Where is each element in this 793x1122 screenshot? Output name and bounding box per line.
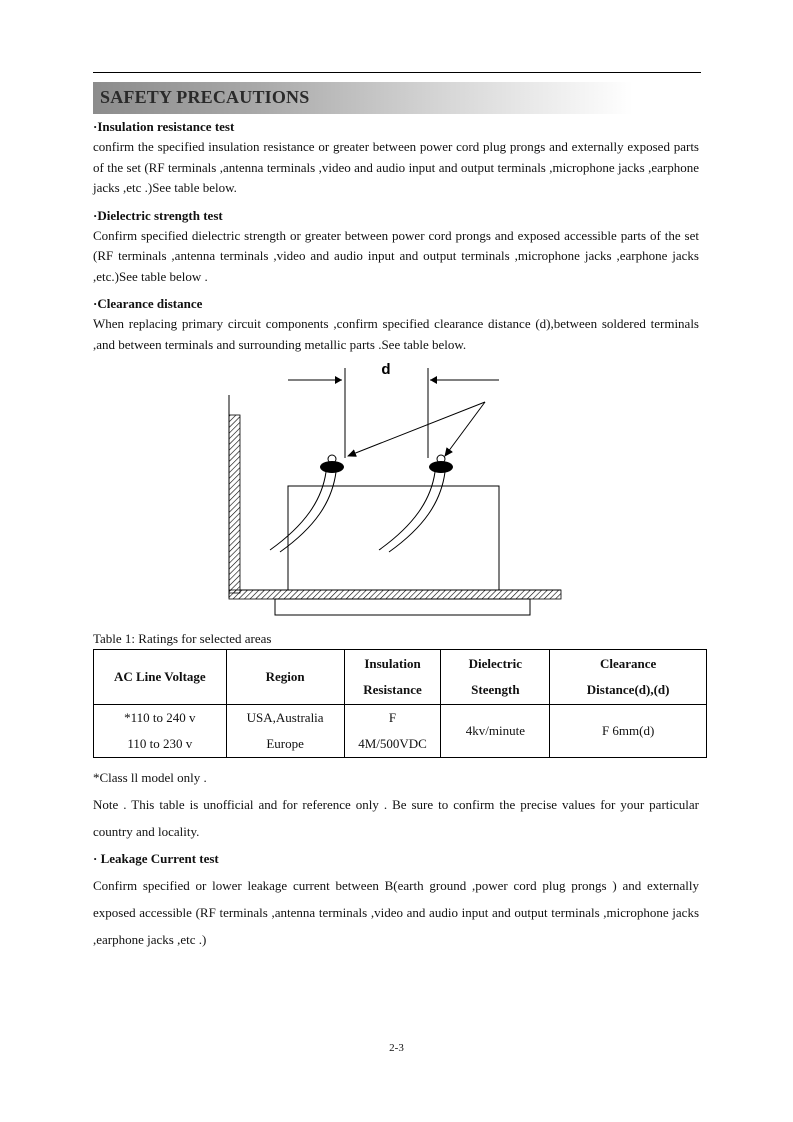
- terminal-right-solder: [429, 461, 453, 473]
- safety-text-lower: [93, 764, 699, 953]
- clearance-heading: ·Clearance distance: [93, 296, 203, 311]
- header-clearance-line2: Distance(d),(d): [586, 682, 670, 697]
- wall-hatch: [229, 415, 240, 593]
- insulation-heading: ·Insulation resistance test: [93, 119, 235, 134]
- voltage-row-1: *110 to 240 v: [124, 710, 196, 725]
- terminal-left-solder: [320, 461, 344, 473]
- header-region: Region: [226, 650, 344, 705]
- cell-dielectric: 4kv/minute: [441, 705, 550, 758]
- cell-region: [226, 705, 344, 758]
- header-voltage: AC Line Voltage: [94, 650, 227, 705]
- dielectric-heading: ·Dielectric strength test: [93, 207, 223, 223]
- cell-clearance: F 6mm(d): [550, 705, 707, 758]
- insulation-row-1: F: [388, 710, 397, 725]
- region-row-2: Europe: [266, 736, 304, 751]
- reference-note: Note . This table is unofficial and for reference only . Be sure to confirm the precise values for your particular country and locality.: [93, 797, 699, 839]
- insulation-row-2: 4M/500VDC: [358, 736, 427, 751]
- cell-insulation: [344, 705, 441, 758]
- cell-voltage: [94, 705, 227, 758]
- region-row-1: USA,Australia: [246, 710, 324, 725]
- clearance-paragraph: When replacing primary circuit components ,confirm specified clearance distance (d),between soldered terminals ,and between terminals and surrounding metallic parts .See table below.: [93, 316, 699, 352]
- leakage-heading: · Leakage Current test: [93, 851, 219, 866]
- safety-text-upper: [93, 118, 699, 361]
- section-banner: [93, 82, 633, 114]
- page-title: SAFETY PRECAUTIONS: [100, 87, 310, 107]
- header-clearance-line1: Clearance: [599, 656, 657, 671]
- header-insulation-line1: Insulation: [364, 656, 421, 671]
- voltage-row-2: 110 to 230 v: [127, 736, 193, 751]
- clearance-diagram: [200, 360, 580, 625]
- header-rule: [93, 72, 701, 73]
- insulation-paragraph: confirm the specified insulation resistance or greater between power cord plug prongs and externally exposed parts of the set (RF terminals ,antenna terminals ,video and audio input and output terminals ,microphone jacks ,earphone jacks ,etc .)See table below.: [93, 139, 699, 195]
- header-dielectric-line2: Steength: [471, 682, 520, 697]
- header-insulation: [344, 650, 441, 705]
- class-note: *Class ll model only .: [93, 770, 207, 785]
- header-dielectric-line1: Dielectric: [468, 656, 523, 671]
- header-clearance: [550, 650, 707, 705]
- floor-hatch: [229, 590, 561, 599]
- table-caption: Table 1: Ratings for selected areas: [93, 631, 272, 646]
- table-header-row: [94, 650, 707, 705]
- header-insulation-line2: Resistance: [363, 682, 422, 697]
- ratings-table: [93, 649, 707, 758]
- page-number: 2-3: [389, 1042, 404, 1054]
- dimension-label: d: [381, 361, 391, 378]
- table-row: [94, 705, 707, 758]
- dielectric-paragraph: Confirm specified dielectric strength or greater between power cord prongs and exposed accessible parts of the set (RF terminals ,antenna terminals ,video and audio input and output terminals ,microphone jacks ,earphone jacks ,etc.)See table below .: [93, 227, 699, 284]
- header-dielectric: [441, 650, 550, 705]
- base-plate: [275, 599, 530, 615]
- component-box: [288, 486, 499, 590]
- leakage-paragraph: Confirm specified or lower leakage current between B(earth ground ,power cord plug prongs ) and externally exposed accessible (RF terminals ,antenna terminals ,video and audio input and output terminals ,microphone jacks ,earphone jacks ,etc .): [93, 878, 699, 947]
